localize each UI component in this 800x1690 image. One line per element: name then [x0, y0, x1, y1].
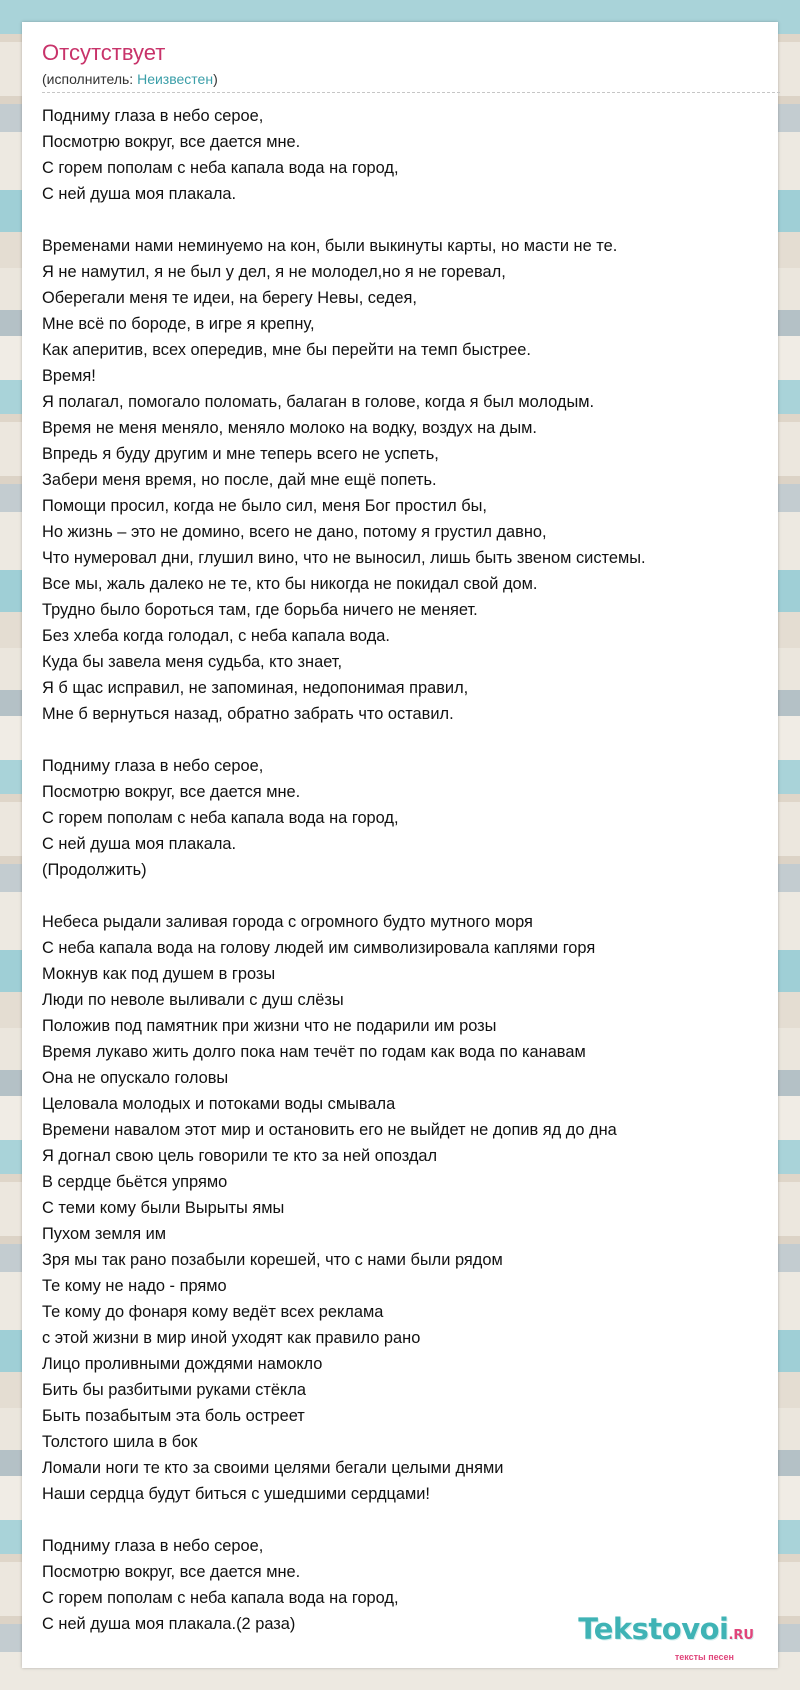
lyrics-stanza [42, 103, 758, 207]
lyrics-line: Оберегали меня те идеи, на берегу Невы, седея, [42, 289, 417, 307]
logo-tagline: тексты песен [674, 1652, 734, 1662]
lyrics-line: Лицо проливными дождями намокло [42, 1355, 323, 1373]
lyrics-line: Зря мы так рано позабыли корешей, что с нами были рядом [42, 1251, 503, 1269]
lyrics-line: Пухом земля им [42, 1225, 167, 1243]
lyrics-line: Куда бы завела меня судьба, кто знает, [42, 653, 343, 671]
lyrics-line: С горем пополам с неба капала вода на город, [42, 1589, 399, 1607]
lyrics-line: Подниму глаза в небо серое, [42, 107, 264, 125]
lyrics-line: Мне всё по бороде, в игре я крепну, [42, 315, 315, 333]
performer-prefix: (исполнитель: [42, 71, 138, 87]
lyrics-text [42, 103, 758, 1663]
lyrics-line: Время! [42, 367, 96, 385]
lyrics-line: Подниму глаза в небо серое, [42, 757, 264, 775]
lyrics-line: Я полагал, помогало поломать, балаган в голове, когда я был молодым. [42, 393, 595, 411]
lyrics-line: Мокнув как под душем в грозы [42, 965, 276, 983]
site-logo[interactable] [578, 1613, 754, 1662]
lyrics-line: Все мы, жаль далеко не те, кто бы никогда не покидал свой дом. [42, 575, 538, 593]
lyrics-line: Помощи просил, когда не было сил, меня Бог простил бы, [42, 497, 487, 515]
lyrics-line: Положив под памятник при жизни что не подарили им розы [42, 1017, 497, 1035]
lyrics-line: Время лукаво жить долго пока нам течёт по годам как вода по канавам [42, 1043, 586, 1061]
lyrics-line: Бить бы разбитыми руками стёкла [42, 1381, 307, 1399]
lyrics-line: С ней душа моя плакала. [42, 835, 237, 853]
lyrics-line: Я б щас исправил, не запоминая, недопонимая правил, [42, 679, 469, 697]
lyrics-line: Без хлеба когда голодал, с неба капала вода. [42, 627, 390, 645]
lyrics-line: С неба капала вода на голову людей им символизировала каплями горя [42, 939, 596, 957]
lyrics-line: С ней душа моя плакала. [42, 185, 237, 203]
lyrics-line: Что нумеровал дни, глушил вино, что не выносил, лишь быть звеном системы. [42, 549, 646, 567]
performer-link[interactable]: Неизвестен [137, 71, 214, 87]
lyrics-line: Времени навалом этот мир и остановить его не выйдет не допив яд до дна [42, 1121, 617, 1139]
lyrics-line: Трудно было бороться там, где борьба ничего не меняет. [42, 601, 478, 619]
lyrics-line: Посмотрю вокруг, все дается мне. [42, 133, 301, 151]
lyrics-line: Впредь я буду другим и мне теперь всего не успеть, [42, 445, 439, 463]
lyrics-line: Наши сердца будут биться с ушедшими сердцами! [42, 1485, 430, 1503]
lyrics-line: Посмотрю вокруг, все дается мне. [42, 783, 301, 801]
lyrics-line: Толстого шила в бок [42, 1433, 198, 1451]
lyrics-line: с этой жизни в мир иной уходят как правило рано [42, 1329, 421, 1347]
lyrics-line: Время не меня меняло, меняло молоко на водку, воздух на дым. [42, 419, 537, 437]
song-title: Отсутствует [42, 40, 166, 65]
lyrics-line: Те кому до фонаря кому ведёт всех реклама [42, 1303, 384, 1321]
lyrics-line: Целовала молодых и потоками воды смывала [42, 1095, 396, 1113]
lyrics-line: Временами нами неминуемо на кон, были выкинуты карты, но масти не те. [42, 237, 618, 255]
lyrics-line: С теми кому были Вырыты ямы [42, 1199, 285, 1217]
lyrics-line: В сердце бьётся упрямо [42, 1173, 228, 1191]
lyrics-line: (Продолжить) [42, 861, 147, 879]
lyrics-line: Быть позабытым эта боль остреет [42, 1407, 305, 1425]
lyrics-line: С горем пополам с неба капала вода на город, [42, 809, 399, 827]
lyrics-stanza [42, 909, 758, 1507]
lyrics-line: Я не намутил, я не был у дел, я не молодел,но я не горевал, [42, 263, 506, 281]
logo-brand-text: Tekstovoi [578, 1612, 729, 1646]
logo-brand [578, 1613, 754, 1652]
lyrics-line: Подниму глаза в небо серое, [42, 1537, 264, 1555]
lyrics-line: Я догнал свою цель говорили те кто за ней опоздал [42, 1147, 438, 1165]
lyrics-card [22, 22, 778, 1668]
logo-tld: .RU [728, 1628, 754, 1643]
lyrics-line: Она не опускало головы [42, 1069, 229, 1087]
lyrics-line: Посмотрю вокруг, все дается мне. [42, 1563, 301, 1581]
lyrics-line: Мне б вернуться назад, обратно забрать что оставил. [42, 705, 454, 723]
lyrics-line: Люди по неволе выливали с душ слёзы [42, 991, 344, 1009]
lyrics-line: Небеса рыдали заливая города с огромного будто мутного моря [42, 913, 533, 931]
performer-line [42, 70, 780, 93]
performer-suffix: ) [213, 71, 218, 87]
lyrics-line: С горем пополам с неба капала вода на город, [42, 159, 399, 177]
lyrics-line: Забери меня время, но после, дай мне ещё попеть. [42, 471, 437, 489]
lyrics-stanza [42, 233, 758, 727]
lyrics-line: Ломали ноги те кто за своими целями бегали целыми днями [42, 1459, 504, 1477]
lyrics-line: Как аперитив, всех опередив, мне бы перейти на темп быстрее. [42, 341, 531, 359]
lyrics-line: С ней душа моя плакала.(2 раза) [42, 1615, 296, 1633]
lyrics-line: Но жизнь – это не домино, всего не дано, потому я грустил давно, [42, 523, 547, 541]
lyrics-line: Те кому не надо - прямо [42, 1277, 227, 1295]
lyrics-stanza [42, 753, 758, 883]
